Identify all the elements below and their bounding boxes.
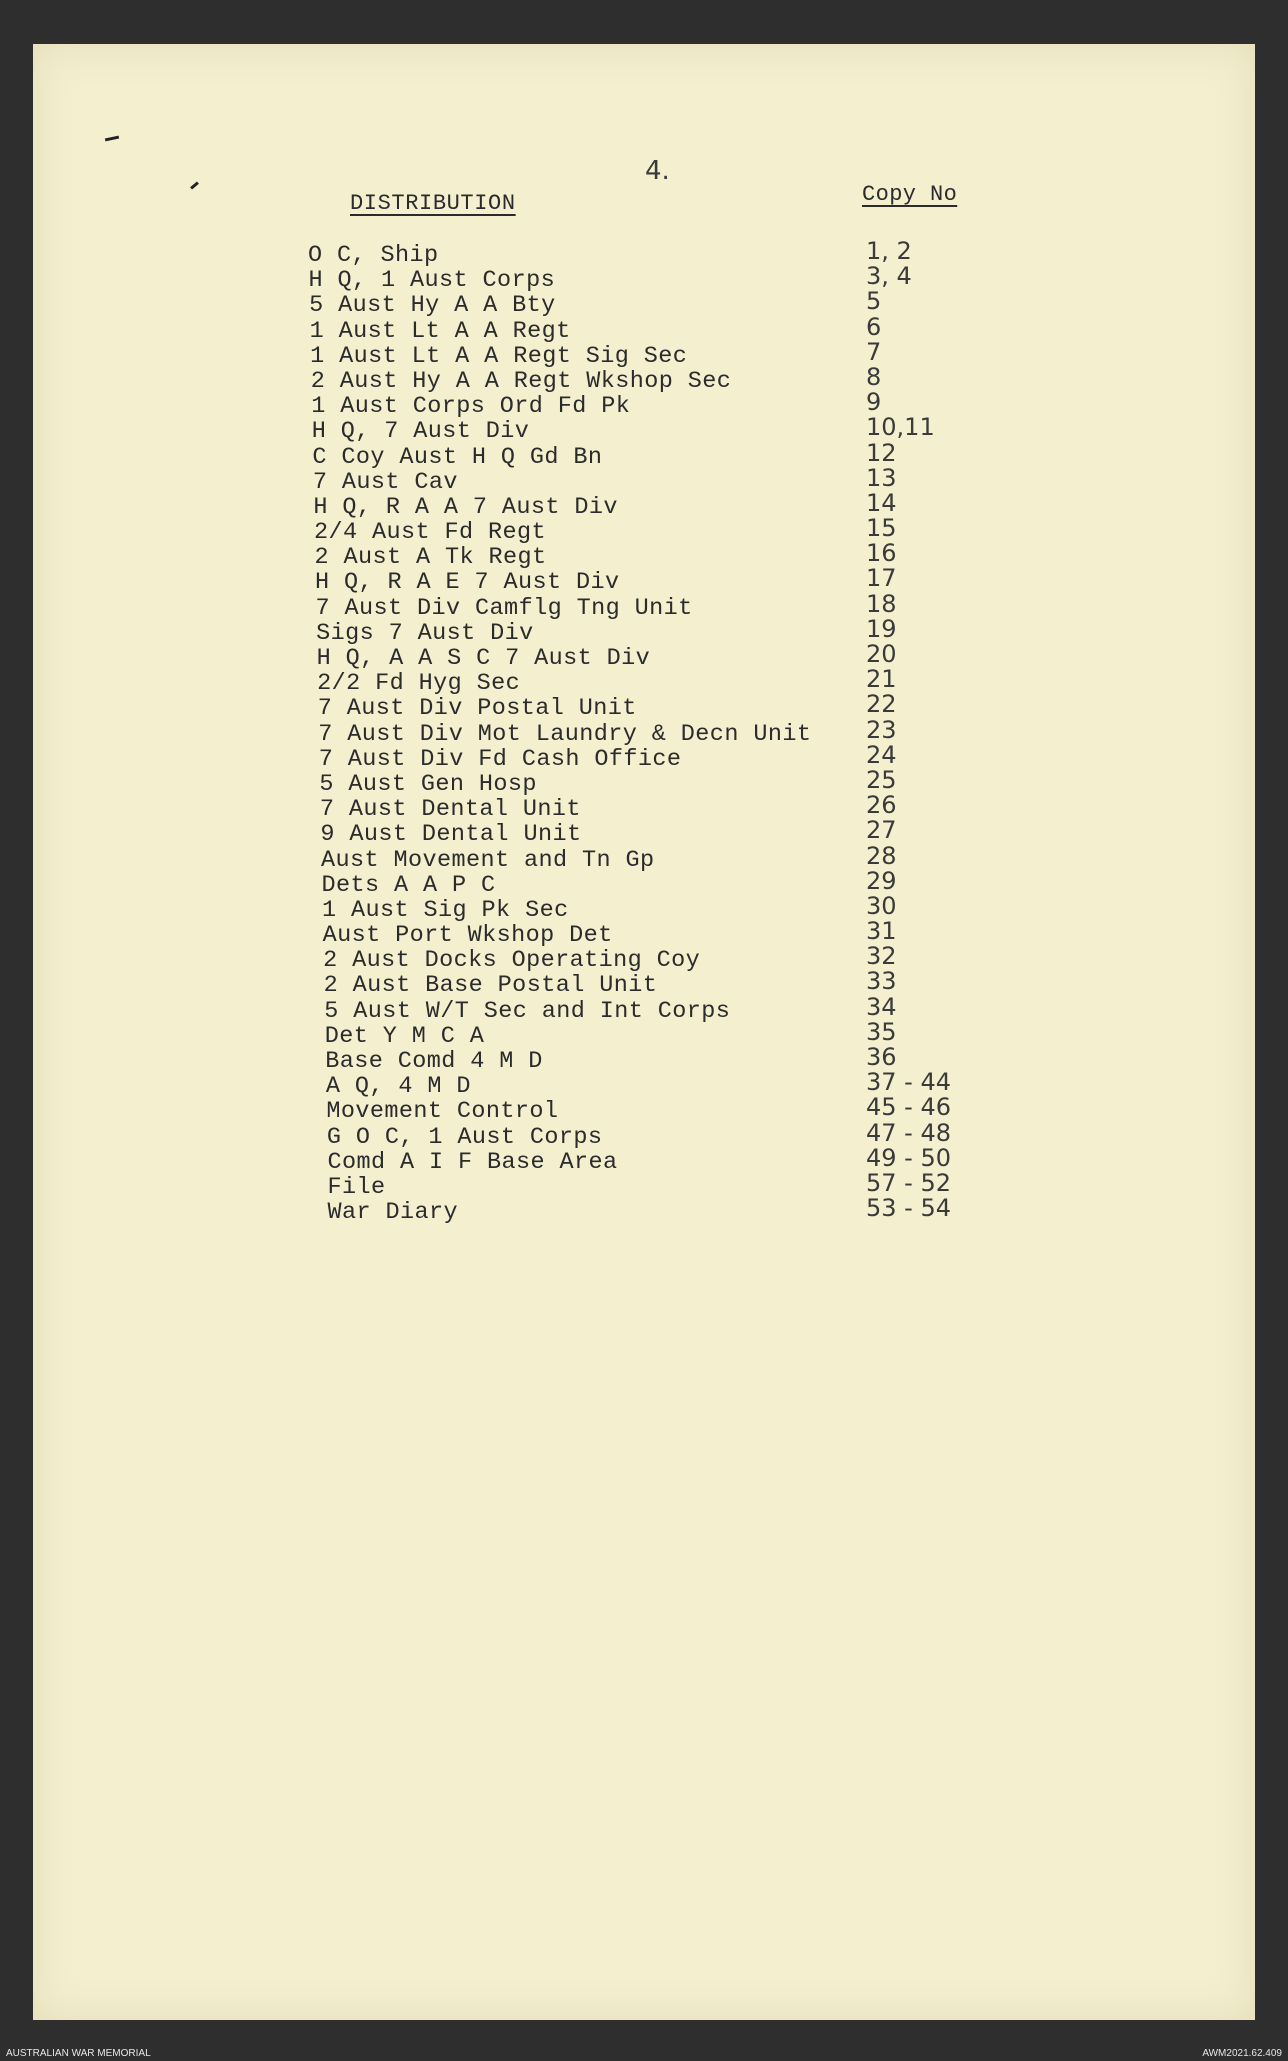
document-page [33,44,1255,2020]
copy-number: 32 [866,942,897,971]
copy-number: 20 [866,640,897,668]
copy-number: 30 [866,891,897,920]
copy-number: 26 [866,791,897,820]
footer-right: AWM2021.62.409 [1202,2048,1282,2059]
unit-name: 1 Aust Lt A A Regt [309,317,571,345]
unit-name: G O C, 1 Aust Corps [326,1123,603,1151]
unit-name: File [327,1173,386,1201]
unit-name: 9 Aust Dental Unit [320,821,582,849]
unit-name: 2 Aust Base Postal Unit [323,972,658,1000]
unit-name: Comd A I F Base Area [327,1148,618,1176]
unit-name: 7 Aust Div Postal Unit [317,695,637,723]
unit-name: Aust Movement and Tn Gp [320,846,655,874]
copy-number: 7 [866,337,882,366]
unit-name: 5 Aust Hy A A Bty [309,292,556,320]
unit-name: War Diary [327,1199,458,1227]
copy-number: 12 [866,438,897,467]
unit-name: H Q, R A E 7 Aust Div [315,569,620,597]
unit-name: 5 Aust W/T Sec and Int Corps [324,997,731,1025]
unit-name: 2 Aust Docks Operating Coy [323,947,701,975]
unit-name: H Q, A A S C 7 Aust Div [316,645,651,672]
unit-name: 7 Aust Div Fd Cash Office [318,745,682,773]
copy-number: 31 [866,917,897,946]
copy-number: 35 [866,1017,897,1046]
copy-no-heading: Copy No [862,182,958,207]
unit-name: C Coy Aust H Q Gd Bn [312,443,603,471]
unit-name: A Q, 4 M D [325,1073,471,1101]
copy-number: 19 [866,614,897,643]
copy-number: 6 [866,312,882,341]
unit-name: 5 Aust Gen Hosp [319,770,537,798]
copy-number: 34 [866,992,897,1021]
copy-number: 13 [866,463,897,492]
copy-number: 3, 4 [866,262,912,291]
copy-number: 8 [866,362,882,391]
unit-name: Movement Control [326,1098,559,1126]
copy-number: 27 [866,816,897,845]
unit-name: 1 Aust Sig Pk Sec [322,896,569,924]
copy-number: 1, 2 [866,237,912,265]
unit-name: 7 Aust Div Mot Laundry & Decn Unit [318,720,812,748]
copy-number: 9 [866,388,882,417]
unit-name: 2/2 Fd Hyg Sec [317,670,521,698]
copy-number: 29 [866,866,897,895]
distribution-heading: DISTRIBUTION [350,191,516,216]
unit-name: 7 Aust Dental Unit [319,796,581,824]
copy-number: 37 - 44 [866,1068,951,1097]
page-number: 4. [645,156,670,186]
copy-number: 33 [866,967,897,996]
copy-number: 24 [866,740,897,769]
copy-number: 10,11 [866,413,935,442]
copy-number: 47 - 48 [866,1118,951,1147]
copy-number: 16 [866,539,897,568]
copy-number: 25 [866,765,897,794]
copy-number: 14 [866,488,897,517]
unit-name: Det Y M C A [324,1022,485,1050]
unit-name: Sigs 7 Aust Div [316,619,534,647]
unit-name: 7 Aust Cav [312,468,458,496]
copy-number: 23 [866,715,897,744]
unit-name: 2/4 Aust Fd Regt [313,519,546,547]
unit-name: Dets A A P C [321,871,496,899]
copy-number: 22 [866,690,897,719]
copy-number: 36 [866,1043,897,1071]
copy-number: 21 [866,665,897,694]
copy-number: 28 [866,841,897,870]
copy-number: 57 - 52 [866,1168,951,1197]
copy-number: 5 [866,287,882,316]
copy-number: 49 - 50 [866,1143,951,1172]
copy-number: 45 - 46 [866,1093,951,1122]
unit-name: H Q, 7 Aust Div [311,418,530,446]
copy-number: 17 [866,564,897,593]
footer-left: AUSTRALIAN WAR MEMORIAL [6,2048,151,2059]
unit-name: Aust Port Wkshop Det [322,922,613,950]
unit-name: 2 Aust Hy A A Regt Wkshop Sec [310,367,732,395]
copy-number: 18 [866,589,897,618]
unit-name: 7 Aust Div Camflg Tng Unit [315,594,693,622]
unit-name: H Q, R A A 7 Aust Div [313,493,618,521]
unit-name: O C, Ship [308,242,439,269]
unit-name: 1 Aust Corps Ord Fd Pk [311,393,631,421]
copy-number: 53 - 54 [866,1194,951,1223]
unit-name: 1 Aust Lt A A Regt Sig Sec [310,342,688,370]
unit-name: Base Comd 4 M D [325,1048,543,1075]
margin-mark [105,136,119,142]
margin-mark [190,181,199,189]
unit-name: H Q, 1 Aust Corps [308,267,556,295]
copy-number: 15 [866,514,897,543]
unit-name: 2 Aust A Tk Regt [314,544,547,572]
